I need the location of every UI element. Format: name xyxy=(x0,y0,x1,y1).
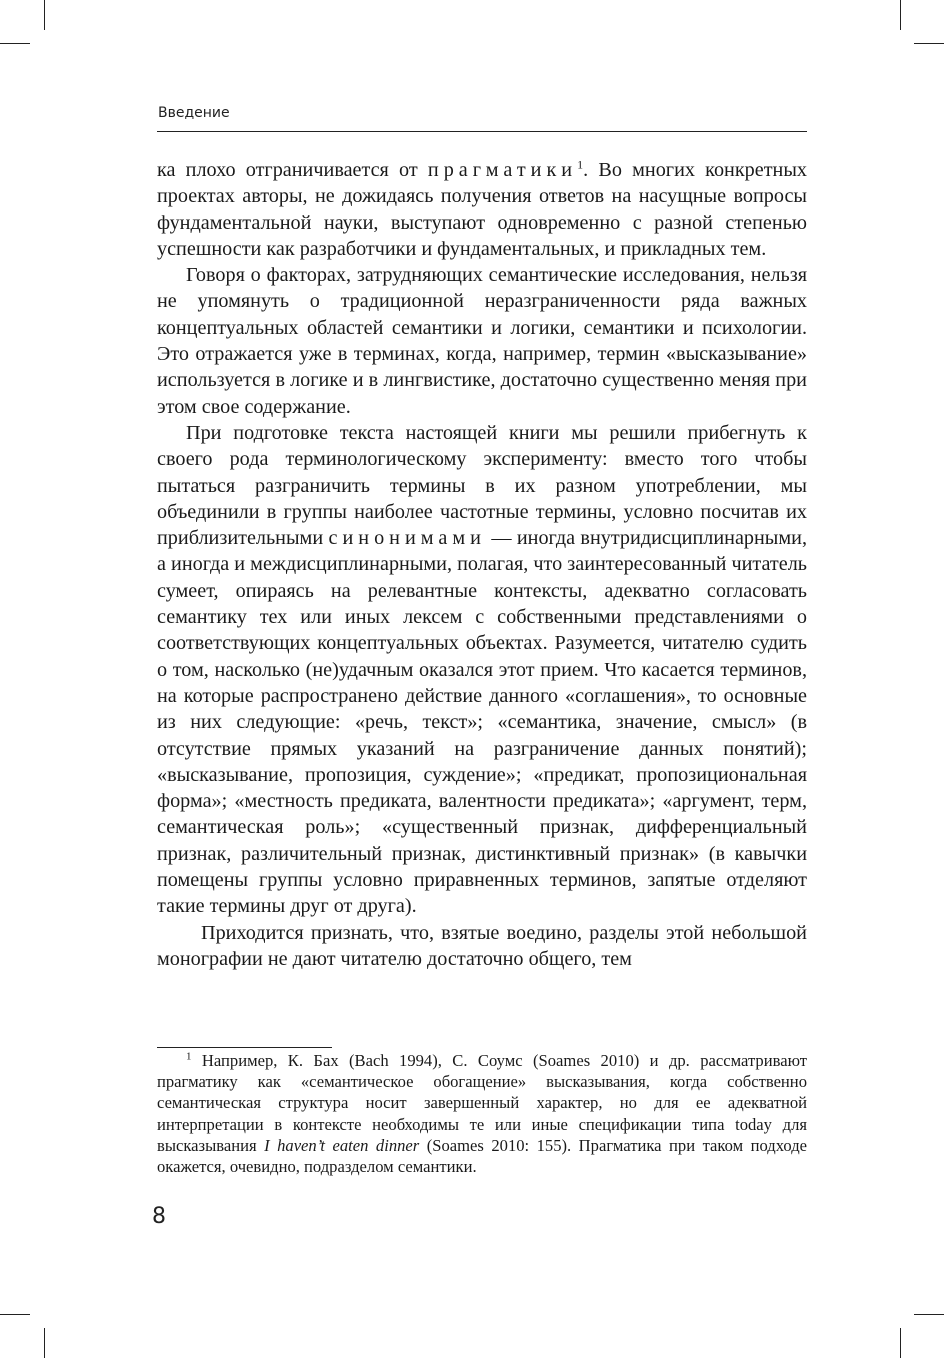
paragraph-2: Говоря о факторах, затрудняющих семантические исследования, нельзя не упомянуть о традиционной неразграниченности ряда важных концептуальных областей семантики и логики, семантики и психологии. Это отражается уже в терминах, когда, например, термин «высказывание» используется в логике и в лингвистике, достаточно существенно меняя при этом свое содержание. xyxy=(157,264,807,418)
paragraph-3 xyxy=(157,420,807,920)
crop-mark-top-left xyxy=(44,0,45,30)
running-head: Введение xyxy=(158,105,230,121)
paragraph-3-text-b: — иногда внутридисциплинарными, а иногда и междисциплинарными, полагая, что заинтересованный читатель сумеет, опираясь на релевантные контексты, адекватно согласовать семантику тех или иных лексем с собственными представлениями о соответствующих концептуальных объектах. Разумеется, читателю судить о том, насколько (не)удачным оказался этот прием. Что касается терминов, на которые распространено действие данного «соглашения», то основные из них следующие: «речь, текст»; «семантика, значение, смысл» (в отсутствие прямых указаний на разграничение данных понятий); «высказывание, пропозиция, суждение»; «предикат, пропозициональная форма»; «местность предиката, валентности предиката»; «аргумент, терм, семантическая роль»; «существенный признак, дифференциальный признак, различительный признак, дистинктивный признак» (в кавычки помещены группы условно приравненных терминов, запятые отделяют такие термины друг от друга). xyxy=(157,527,807,918)
footnote-text-b: (Soames 2010: 155). Прагматика при таком подходе окажется, очевидно, подразделом семантики. xyxy=(157,1135,807,1177)
crop-mark-bottom-right-h xyxy=(914,1314,944,1315)
crop-mark-top-right-h xyxy=(914,43,944,44)
footnote-marker: 1 xyxy=(186,1050,192,1063)
footnote-ref-1[interactable]: 1 xyxy=(577,157,584,172)
footnote-rule xyxy=(157,1047,332,1048)
main-text xyxy=(157,157,807,972)
footnote-example-italic: I haven’t eaten dinner xyxy=(264,1135,420,1155)
footnote-1 xyxy=(157,1050,807,1177)
paragraph-1-text-b: . Во многих конкретных проектах авторы, не дожидаясь получения ответов на насущные вопросы фундаментальной науки, выступают одновременно с разной степенью успешности как разработчики и фундаментальных, и прикладных тем. xyxy=(157,159,808,260)
crop-mark-bottom-left xyxy=(44,1328,45,1358)
crop-mark-bottom-right xyxy=(900,1328,901,1358)
crop-mark-top-left-h xyxy=(0,43,30,44)
paragraph-1 xyxy=(157,157,807,262)
footnote xyxy=(157,1050,807,1177)
page-number: 8 xyxy=(152,1204,166,1229)
header-rule xyxy=(157,131,807,132)
paragraph-4: Приходится признать, что, взятые воедино, разделы этой небольшой монографии не дают читателю достаточно общего, тем xyxy=(157,921,807,970)
paragraph-3-text-a: При подготовке текста настоящей книги мы решили прибегнуть к своего рода терминологическому эксперименту: вместо того чтобы пытаться разграничить термины в их разном употреблении, мы объединили в группы наиболее частотные термины, условно посчитав их приблизительными xyxy=(157,421,807,550)
paragraph-1-text-a: ка плохо отграничивается от xyxy=(157,159,428,181)
footnote-text-a: Например, К. Бах (Bach 1994), С. Соумс (Soames 2010) и др. рассматривают прагматику как «семантическое обогащение» высказывания, когда собственно семантическая структура носит завершенный характер, но для ее адекватной интерпретации в контексте необходимы те или иные спецификации типа today для высказывания xyxy=(157,1051,807,1155)
spaced-term-synonyms: синонимами xyxy=(328,527,486,550)
crop-mark-top-right xyxy=(900,0,901,30)
spaced-term-pragmatics: прагматики xyxy=(427,159,578,181)
crop-mark-bottom-left-h xyxy=(0,1314,30,1315)
